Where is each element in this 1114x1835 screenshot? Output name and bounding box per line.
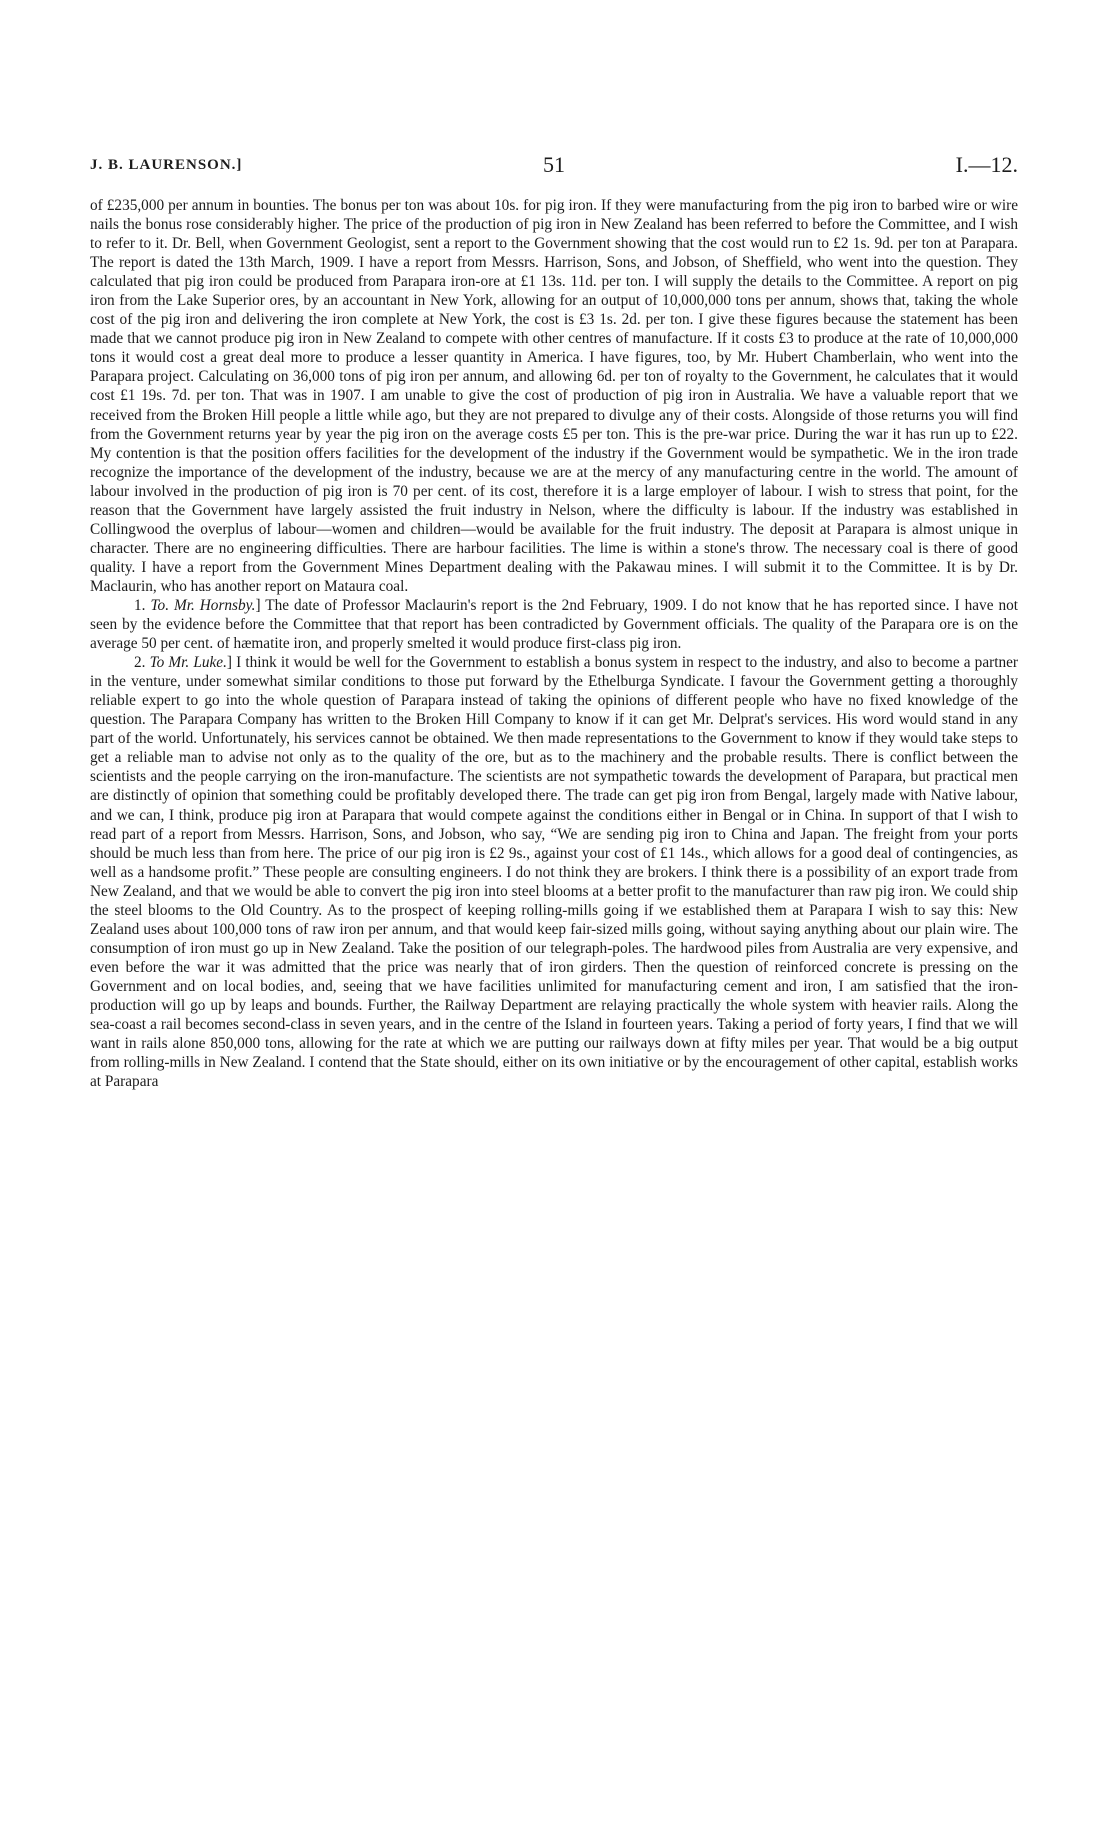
paper-reference: I.—12. [955,152,1018,177]
paragraph-3-label: To Mr. Luke. [149,654,227,672]
page-header [90,148,1018,182]
paragraph-1 [90,196,1018,596]
witness-name-header: J. B. LAURENSON.] [90,156,243,173]
paragraph-3-suffix: ] [226,654,237,672]
paragraph-2 [90,596,1018,653]
paragraph-1-text: of £235,000 per annum in bounties. The bonus per ton was about 10s. for pig iron. If they were manufacturing from the pig iron to barbed wire or wire nails the bonus rose considerably higher. The price of the production of pig iron in New Zealand has been referred to before the Committee, and I wish to refer to it. Dr. Bell, when Government Geologist, sent a report to the Government showing that the cost would run to £2 1s. 9d. per ton at Parapara. The report is dated the 13th March, 1909. I have a report from Messrs. Harrison, Sons, and Jobson, of Sheffield, who went into the question. They calculated that pig iron could be produced from Parapara iron-ore at £1 13s. 11d. per ton. I will supply the details to the Committee. A report on pig iron from the Lake Superior ores, by an accountant in New York, allowing for an output of 10,000,000 tons per annum, shows that, taking the whole cost of the pig iron and delivering the iron complete at New York, the cost is £3 1s. 2d. per ton. I give these figures because the statement has been made that we cannot produce pig iron in New Zealand to compete with other centres of manufacture. If it costs £3 to produce at the rate of 10,000,000 tons it would cost a great deal more to produce a lesser quantity in America. I have figures, too, by Mr. Hubert Chamberlain, who went into the Parapara project. Calculating on 36,000 tons of pig iron per annum, and allowing 6d. per ton of royalty to the Government, he calculates that it would cost £1 19s. 7d. per ton. That was in 1907. I am unable to give the cost of production of pig iron in Australia. We have a valuable report that we received from the Broken Hill people a little while ago, but they are not prepared to divulge any of their costs. Alongside of those returns you will find from the Government returns year by year the pig iron on the average costs £5 per ton. This is the pre-war price. During the war it has run up to £22. My contention is that the position offers facilities for the development of the industry if the Government would be sympathetic. We in the iron trade recognize the importance of the development of the industry, because we are at the mercy of any manufacturing centre in the world. The amount of labour involved in the production of pig iron is 70 per cent. of its cost, therefore it is a large employer of labour. I wish to stress that point, for the reason that the Government have largely assisted the fruit industry in Nelson, where the difficulty is labour. If the industry was established in Collingwood the overplus of labour—women and children—would be available for the fruit industry. The deposit at Parapara is almost unique in character. There are no engineering difficulties. There are harbour facilities. The lime is within a stone's throw. The necessary coal is there of good quality. I have a report from the Government Mines Department dealing with the Pakawau mines. I will submit it to the Committee. It is by Dr. Maclaurin, who has another report on Mataura coal. [90,197,1018,595]
paragraph-2-prefix: 1. [134,596,151,614]
paragraph-3-prefix: 2. [134,654,150,672]
paragraph-3 [90,653,1018,1091]
body-text [90,196,1018,1091]
paragraph-2-label: To. Mr. Hornsby. [150,596,256,614]
paragraph-2-text: The date of Professor Maclaurin's report is the 2nd February, 1909. I do not know that he has reported since. I have not seen by the evidence before the Committee that that report has been contradicted by Government officials. The quality of the Parapara ore is on the average 50 per cent. of hæmatite iron, and properly smelted it would produce first-class pig iron. [90,596,1018,653]
paragraph-2-suffix: ] [255,596,266,614]
paragraph-3-text: I think it would be well for the Government to establish a bonus system in respect to the industry, and also to become a partner in the venture, under somewhat similar conditions to those put forward by the Ethelburga Syndicate. I favour the Government getting a thoroughly reliable expert to go into the whole question of Parapara instead of taking the opinions of different people who have no fixed knowledge of the question. The Parapara Company has written to the Broken Hill Company to know if it can get Mr. Delprat's services. His word would stand in any part of the world. Unfortunately, his services cannot be obtained. We then made representations to the Government to know if they would take steps to get a reliable man to advise not only as to the quality of the ore, but as to the machinery and the probable results. There is conflict between the scientists and the people carrying on the iron-manufacture. The scientists are not sympathetic towards the development of Parapara, but practical men are distinctly of opinion that something could be profitably developed there. The trade can get pig iron from Bengal, largely made with Native labour, and we can, I think, produce pig iron at Parapara that would compete against the conditions either in Bengal or in China. In support of that I wish to read part of a report from Messrs. Harrison, Sons, and Jobson, who say, “We are sending pig iron to China and Japan. The freight from your ports should be much less than from here. The price of our pig iron is £2 9s., against your cost of £1 14s., which allows for a good deal of contingencies, as well as a handsome profit.” These people are consulting engineers. I do not think they are brokers. I think there is a possibility of an export trade from New Zealand, and that we would be able to convert the pig iron into steel blooms at a better profit to the manufacturer than raw pig iron. We could ship the steel blooms to the Old Country. As to the prospect of keeping rolling-mills going if we established them at Parapara I wish to say this: New Zealand uses about 100,000 tons of raw iron per annum, and that would keep fair-sized mills going, without saying anything about our plain wire. The consumption of iron must go up in New Zealand. Take the position of our telegraph-poles. The hardwood piles from Australia are very expensive, and even before the war it was admitted that the price was nearly that of iron girders. Then the question of reinforced concrete is pressing on the Government and on local bodies, and, seeing that we have facilities unlimited for manufacturing cement and iron, I am satisfied that the iron-production will go up by leaps and bounds. Further, the Railway Department are relaying practically the whole system with heavier rails. Along the sea-coast a rail becomes second-class in seven years, and in the centre of the Island in fourteen years. Taking a period of forty years, I find that we will want in rails alone 850,000 tons, allowing for the rate at which we are putting our railways down at fifty miles per year. That would be a big output from rolling-mills in New Zealand. I contend that the State should, either on its own initiative or by the encouragement of other capital, establish works at Parapara [90,654,1018,1091]
page-number: 51 [543,152,565,177]
